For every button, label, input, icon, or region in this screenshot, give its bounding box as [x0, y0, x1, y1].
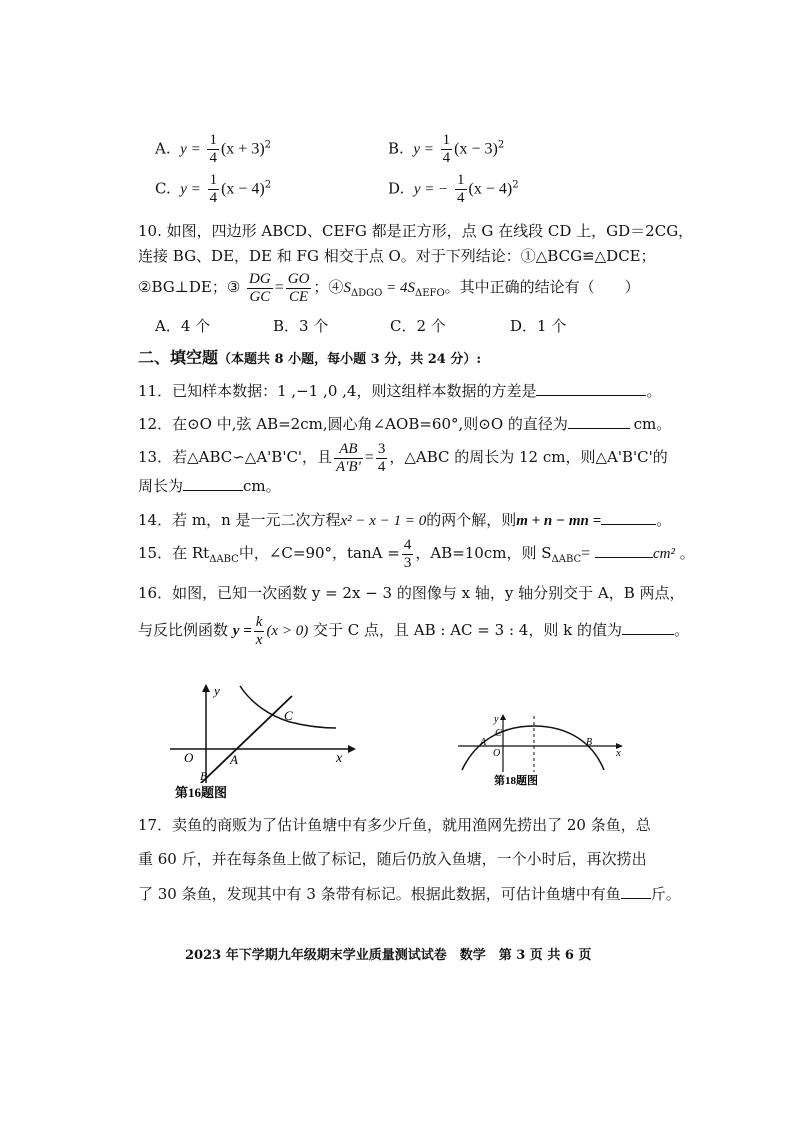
q16-line2: 与反比例函数 y = $\frac{k}{x}$ (x > 0) 交于 C 点，且 AB : AC = 3 : 4，则 k 的值为 。 — [138, 613, 689, 648]
fig16-label-x: x — [336, 751, 343, 766]
q14-answer-blank[interactable] — [601, 510, 656, 525]
fig16-x-arrow — [348, 745, 356, 753]
q9-option-c: C. y = $\frac{1}{4}$ $(x - 4)^2$ — [155, 172, 272, 206]
q9-option-b: B. y = $\frac{1}{4}$ $(x - 3)^2$ — [388, 132, 505, 166]
fig16-label-y: y — [214, 683, 220, 698]
q9-option-d: D. y = − $\frac{1}{4}$ $(x - 4)^2$ — [388, 172, 519, 206]
q17-line3: 了 30 条鱼，发现其中有 3 条带有标记。根据此数据，可估计鱼塘中有鱼 斤。 — [138, 885, 681, 903]
q16-line1: 16．如图，已知一次函数 y = 2x − 3 的图像与 x 轴，y 轴分别交于 A，B 两点， — [138, 584, 685, 602]
fig16-y-arrow — [202, 684, 210, 692]
q17-line1: 17．卖鱼的商贩为了估计鱼塘中有多少斤鱼，就用渔网先捞出了 20 条鱼，总 — [138, 816, 651, 834]
q10-line1: 10. 如图，四边形 ABCD、CEFG 都是正方形，点 G 在线段 CD 上，GD＝2CG， — [138, 222, 694, 240]
q9-option-a: A. y = $\frac{1}{4}$ $(x + 3)^2$ — [155, 132, 272, 166]
fig16-label-b: B — [200, 769, 208, 783]
q13-line2: 周长为 cm。 — [138, 477, 281, 495]
section-heading: 二、填空题（本题共 8 小题，每小题 3 分，共 24 分）: — [138, 348, 482, 367]
fig18-caption: 第18题图 — [494, 775, 538, 786]
fig16-label-c: C — [284, 708, 293, 723]
fig16-label-a: A — [230, 752, 238, 767]
q12-answer-blank[interactable] — [568, 414, 630, 429]
q13-line1: 13．若△ABC∽△A'B'C'，且 $\frac{AB}{A'B'}$ = $\frac{3}{4}$ ，△ABC 的周长为 12 cm，则△A'B'C'的 — [138, 440, 668, 475]
q15: 15．在 $Rt_{\Delta ABC}$中，∠C=90°，tanA = $\frac{4}{3}$ ，AB=10cm，则 $S_{\Delta ABC}= cm^2$ 。 — [138, 536, 695, 571]
q14: 14．若 m，n 是一元二次方程x² − x − 1 = 0的两个解，则m + n − mn = 。 — [138, 511, 672, 529]
fig18-label-o: O — [493, 748, 501, 759]
q10-option-b: B．3 个 — [273, 317, 329, 335]
figure-16 — [170, 682, 360, 800]
q10-line3: ②BG⊥DE；③ $\frac{DG}{GC}$ = $\frac{GO}{CE}$ ；$④S_{\Delta DGO} = 4S_{\Delta EFO}$。其中正确的结论有（ ） — [138, 270, 640, 305]
q10-option-c: C．2 个 — [390, 317, 446, 335]
figure-18 — [458, 712, 630, 786]
q10-option-a: A．4 个 — [155, 317, 211, 335]
fig18-label-c: C — [495, 728, 502, 739]
q11-answer-blank[interactable] — [536, 381, 646, 396]
q16-answer-blank[interactable] — [622, 620, 674, 635]
fig18-label-b: B — [586, 737, 593, 748]
fig18-parabola — [462, 726, 604, 770]
fig18-y-arrow — [500, 714, 506, 720]
fig18-label-x: x — [616, 747, 621, 759]
fig16-label-o: O — [184, 750, 194, 765]
q11: 11．已知样本数据：1 ,−1 ,0 ,4，则这组样本数据的方差是 。 — [138, 382, 662, 400]
fig18-label-y: y — [494, 714, 499, 725]
q17-line2: 重 60 斤，并在每条鱼上做了标记，随后仍放入鱼塘，一个小时后，再次捞出 — [138, 850, 647, 868]
q10-line2: 连接 BG、DE，DE 和 FG 相交于点 O。对于下列结论：①△BCG≌△DCE； — [138, 247, 656, 265]
fig16-line — [198, 696, 292, 786]
q15-answer-blank[interactable] — [595, 543, 653, 558]
fig16-caption: 第16题图 — [175, 785, 228, 800]
fig18-label-a: A — [480, 737, 487, 748]
q12: 12．在⊙O 中,弦 AB=2cm,圆心角∠AOB=60°,则⊙O 的直径为 cm。 — [138, 415, 672, 433]
q10-option-d: D．1 个 — [510, 317, 567, 335]
page-footer: 2023 年下学期九年级期末学业质量测试试卷 数学 第 3 页 共 6 页 — [185, 948, 592, 963]
q17-answer-blank[interactable] — [621, 884, 651, 899]
q13-answer-blank[interactable] — [183, 476, 243, 491]
